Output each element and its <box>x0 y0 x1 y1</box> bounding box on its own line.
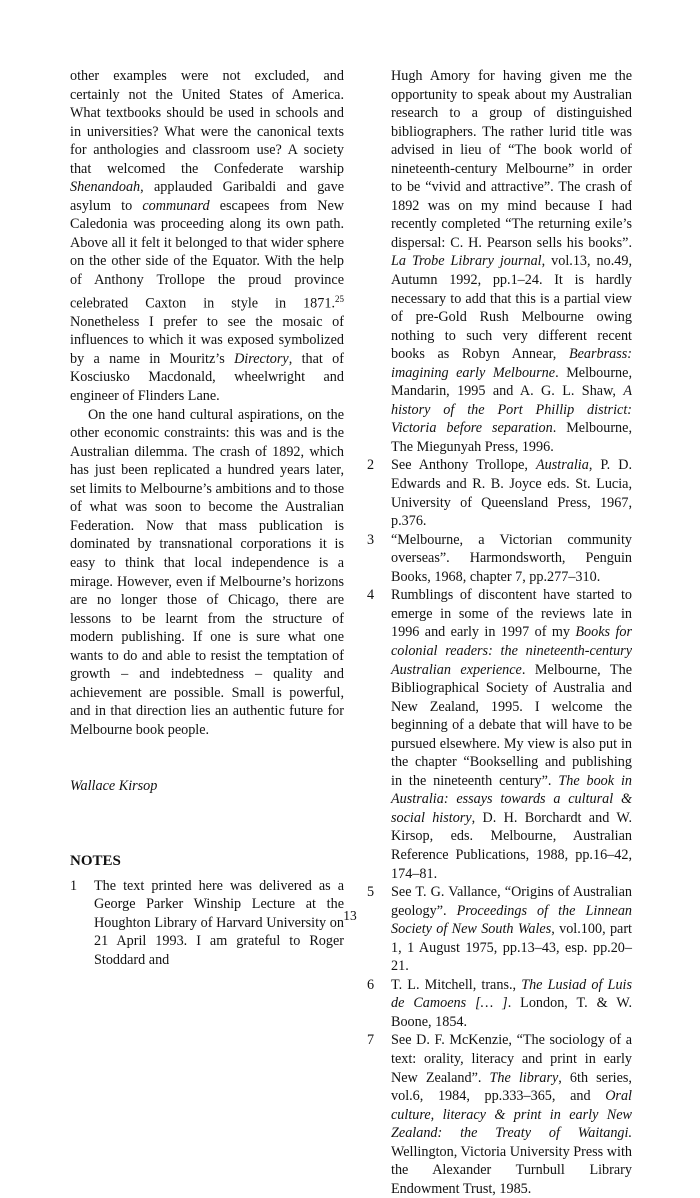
note-number: 2 <box>367 457 375 474</box>
note-4 <box>367 586 632 883</box>
note-6 <box>367 976 632 1032</box>
note-number: 3 <box>367 531 375 548</box>
note-text: See T. G. Vallance, “Origins of Australian geology”. Proceedings of the Linnean Society of New South Wales, vol.100, part 1, 1 August 1975, pp.13–43, esp. pp.20–21. <box>391 884 633 975</box>
notes-heading: NOTES <box>70 852 121 869</box>
body-paragraph-2: On the one hand cultural aspirations, on the other economic constraints: this was and is the Australian dilemma. The crash of 1892, which has just been replicated a hundred years later, set limits to Melbourne’s ambitions and to those of what was soon to become the Australian Federation. Now that mass publication is dominated by transnational corporations it is easy to think that local independence is a mirage. However, even if Melbourne’s horizons are no longer those of Chicago, there are lessons to be learnt from the structure of modern publishing. If one is sure what one wants to do and able to resist the temptation of growth – and indebtedness – quality and achievement are possible. Small is powerful, and in that direction lies an authentic future for Melbourne book people. <box>70 406 344 738</box>
right-column <box>367 67 632 1198</box>
note-number: 6 <box>367 976 375 993</box>
note-5 <box>367 883 632 976</box>
note-7 <box>367 1031 632 1198</box>
note-text: The text printed here was delivered as a George Parker Winship Lecture at the Houghton Library of Harvard University on 21 April 1993. I am grateful to Roger Stoddard and <box>94 877 344 968</box>
note-3 <box>367 531 632 587</box>
note-text: T. L. Mitchell, trans., The Lusiad of Luis de Camoens [… ]. London, T. & W. Boone, 1854. <box>391 976 633 1030</box>
note-text: See D. F. McKenzie, “The sociology of a text: orality, literacy and print in early New Zealand”. The library, 6th series, vol.6, 1984, pp.333–365, and Oral culture, literacy & print in early New Zealand: the Treaty of Waitangi. Wellington, Victoria University Press with the Alexander Turnbull Library Endowment Trust, 1985. <box>391 1032 632 1197</box>
note-text: See Anthony Trollope, Australia, P. D. Edwards and R. B. Joyce eds. St. Lucia, University of Queensland Press, 1967, p.376. <box>391 457 632 530</box>
left-column <box>70 67 344 969</box>
note-number: 7 <box>367 1032 375 1049</box>
note-text: Rumblings of discontent have started to emerge in some of the reviews late in 1996 and early in 1997 of my Books for colonial readers: the nineteenth-century Australian experience. Melbourne, The Bibliographical Society of Australia and New Zealand, 1995. I welcome the beginning of a debate that will have to be pursued elsewhere. My view is also put in the chapter “Bookselling and publishing in the nineteenth century”. The book in Australia: essays towards a cultural & social history, D. H. Borchardt and W. Kirsop, eds. Melbourne, Australian Reference Publications, 1988, pp.16–42, 174–81. <box>391 587 633 882</box>
note-2 <box>367 456 632 530</box>
note-number: 5 <box>367 884 375 901</box>
note-text: “Melbourne, a Victorian community overseas”. Harmondsworth, Penguin Books, 1968, chapter 7, pp.277–310. <box>391 531 632 585</box>
author-signature: Wallace Kirsop <box>70 778 158 795</box>
page-number: 13 <box>343 908 357 923</box>
body-paragraph-1: other examples were not excluded, and certainly not the United States of America. What textbooks should be used in schools and in universities? What were the canonical texts for anthologies and classroom use? A society that welcomed the Confederate warship Shenandoah, applauded Garibaldi and gave asylum to communard escapees from New Caledonia was proceeding along its own path. Above all it felt it belonged to that wider sphere on the other side of the Equator. With the help of Anthony Trollope the proud province celebrated Caxton in style in 1871.25 Nonetheless I prefer to see the mosaic of influences to which it was exposed symbolized by a name in Mouritz’s Directory, that of Kosciusko Macdonald, wheelwright and engineer of Flinders Lane. <box>70 68 344 405</box>
note-number: 1 <box>70 877 78 894</box>
note-1-continued: Hugh Amory for having given me the opportunity to speak about my Australian research to a group of distinguished bibliographers. The rather lurid title was advised in lieu of “The book world of nineteenth-century Melbourne” in order to be “vivid and attractive”. The crash of 1892 was on my mind because I had recently completed “The returning exile’s dispersal: C. H. Pearson sells his books”. La Trobe Library journal, vol.13, no.49, Autumn 1992, pp.1–24. It is hardly necessary to add that this is a partial view of pre-Gold Rush Melbourne owing nothing to such very different recent books as Robyn Annear, Bearbrass: imagining early Melbourne. Melbourne, Mandarin, 1995 and A. G. L. Shaw, A history of the Port Phillip district: Victoria before separation. Melbourne, The Miegunyah Press, 1996. <box>391 68 632 455</box>
footnote-ref: 25 <box>335 293 344 304</box>
note-number: 4 <box>367 587 375 604</box>
